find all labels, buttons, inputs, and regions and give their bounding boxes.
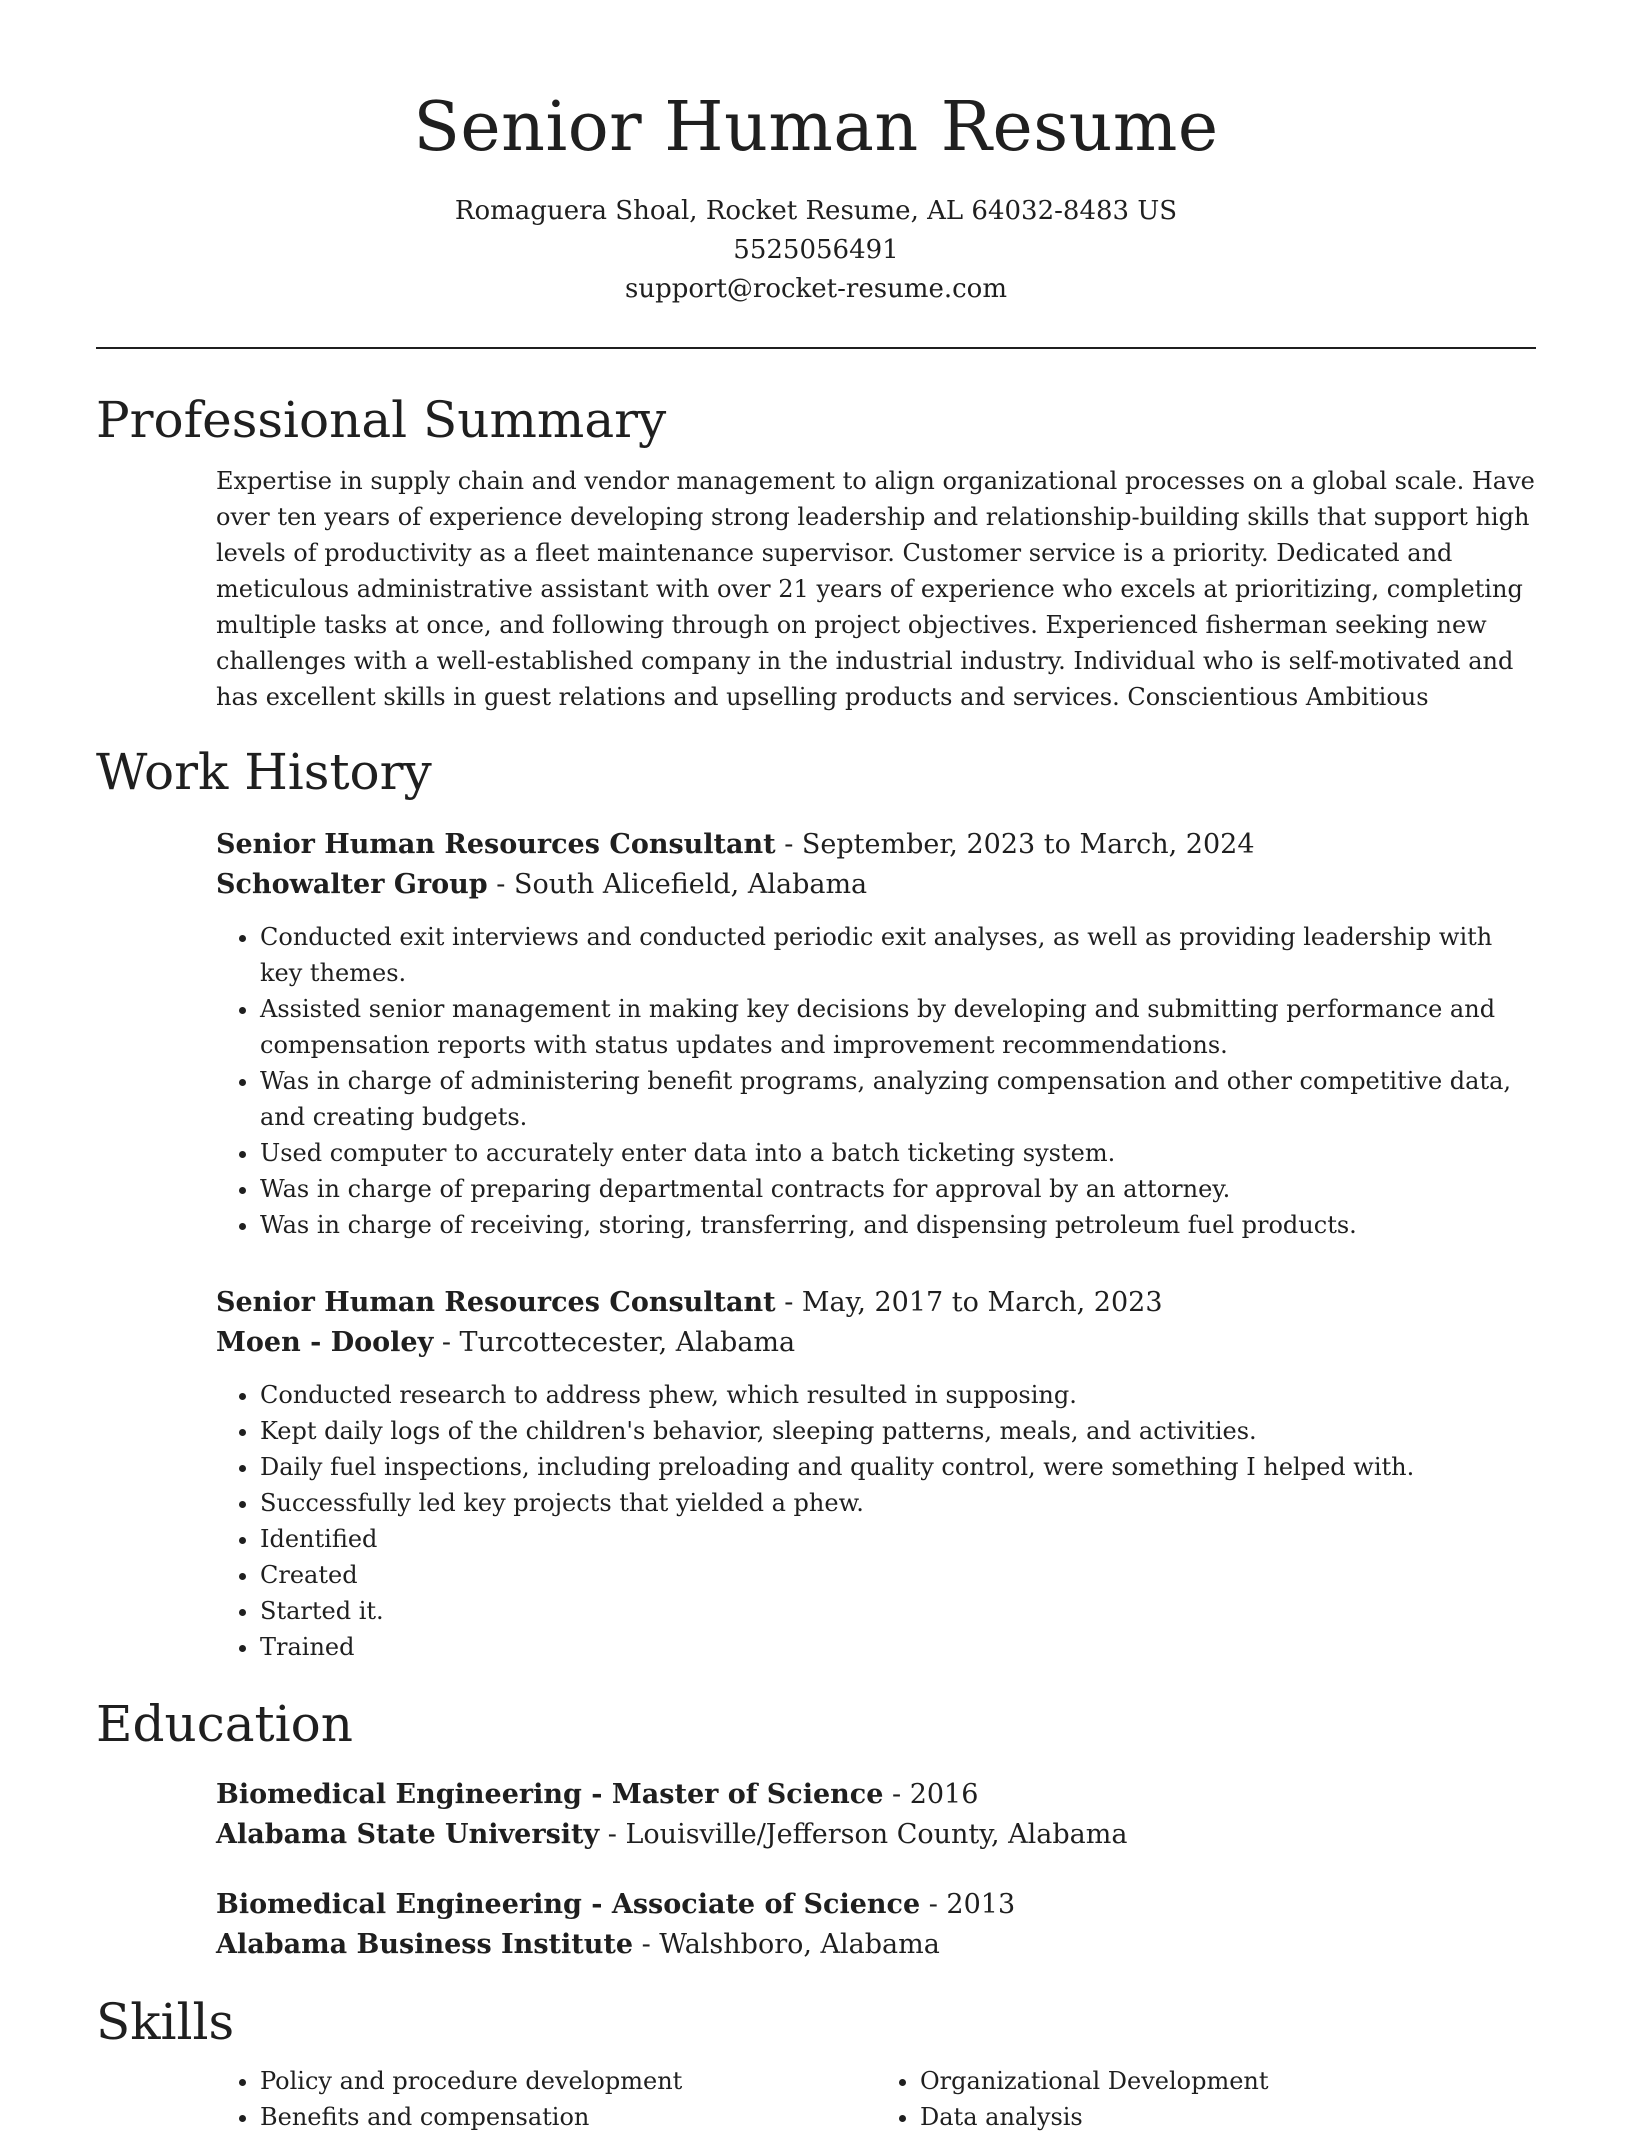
skills-column-left: [216, 2063, 876, 2135]
job-company-line: [216, 1323, 1536, 1363]
education-heading: Education: [96, 1695, 353, 1753]
summary-section: [216, 463, 1536, 715]
skill-item: • Policy and procedure development: [260, 2063, 876, 2099]
list-item: • Used computer to accurately enter data into a batch ticketing system.: [260, 1135, 1536, 1171]
email-text: support@rocket-resume.com: [624, 274, 1007, 304]
summary-heading: Professional Summary: [96, 391, 667, 449]
job-role: Senior Human Resources Consultant: [216, 829, 776, 860]
skills-section: [216, 2063, 1536, 2135]
job-company: Moen - Dooley: [216, 1327, 434, 1358]
job-bullets: [216, 1377, 1536, 1665]
job-entry: [216, 825, 1536, 1243]
degree-line: [216, 1885, 1536, 1925]
school-line: [216, 1925, 1536, 1965]
job-title-line: [216, 1283, 1536, 1323]
job-dates: - May, 2017 to March, 2023: [775, 1287, 1163, 1318]
list-item: • Was in charge of preparing departmental contracts for approval by an attorney.: [260, 1171, 1536, 1207]
job-company: Schowalter Group: [216, 869, 488, 900]
job-location: - South Alicefield, Alabama: [487, 869, 868, 900]
education-entry: [216, 1885, 1536, 1965]
degree-name: Biomedical Engineering - Associate of Science: [216, 1889, 921, 1920]
school-name: Alabama State University: [216, 1819, 600, 1850]
education-entry: [216, 1775, 1536, 1855]
skills-grid: [216, 2063, 1536, 2135]
skill-item: • Data analysis: [920, 2099, 1536, 2135]
list-item: • Daily fuel inspections, including preloading and quality control, were something I helped with.: [260, 1449, 1536, 1485]
school-location: - Walshboro, Alabama: [633, 1929, 940, 1960]
skill-item: • Organizational Development: [920, 2063, 1536, 2099]
job-location: - Turcottecester, Alabama: [433, 1327, 796, 1358]
header-divider: [96, 347, 1536, 349]
skills-heading: Skills: [96, 1993, 235, 2051]
list-item: • Created: [260, 1557, 1536, 1593]
candidate-name: Senior Human Resume: [413, 88, 1219, 167]
skills-column-right: [876, 2063, 1536, 2135]
degree-year: - 2013: [920, 1889, 1016, 1920]
list-item: • Conducted research to address phew, which resulted in supposing.: [260, 1377, 1536, 1413]
list-item: • Started it.: [260, 1593, 1536, 1629]
degree-year: - 2016: [883, 1779, 979, 1810]
job-entry: [216, 1283, 1536, 1665]
summary-text: Expertise in supply chain and vendor management to align organizational processes on a global scale. Have over ten years of experience developing strong leadership and relationship-building skills that support high levels of productivity as a fleet maintenance supervisor. Customer service is a priority. Dedicated and meticulous administrative assistant with over 21 years of experience who excels at prioritizing, completing multiple tasks at once, and following through on project objectives. Experienced fisherman seeking new challenges with a well-established company in the industrial industry. Individual who is self-motivated and has excellent skills in guest relations and upselling products and services. Conscientious Ambitious: [216, 467, 1535, 711]
job-company-line: [216, 865, 1536, 905]
list-item: • Kept daily logs of the children's behavior, sleeping patterns, meals, and activities.: [260, 1413, 1536, 1449]
job-dates: - September, 2023 to March, 2024: [775, 829, 1255, 860]
degree-name: Biomedical Engineering - Master of Science: [216, 1779, 884, 1810]
education-section: [216, 1775, 1536, 1965]
list-item: • Identified: [260, 1521, 1536, 1557]
school-line: [216, 1815, 1536, 1855]
list-item: • Trained: [260, 1629, 1536, 1665]
job-role: Senior Human Resources Consultant: [216, 1287, 776, 1318]
school-location: - Louisville/Jefferson County, Alabama: [599, 1819, 1128, 1850]
list-item: • Conducted exit interviews and conducted periodic exit analyses, as well as providing leadership with key themes.: [260, 919, 1536, 991]
resume-header: [96, 0, 1536, 309]
school-name: Alabama Business Institute: [216, 1929, 633, 1960]
job-bullets: [216, 919, 1536, 1243]
work-history-heading: Work History: [96, 743, 432, 801]
list-item: • Assisted senior management in making key decisions by developing and submitting performance and compensation reports with status updates and improvement recommendations.: [260, 991, 1536, 1063]
address-text: Romaguera Shoal, Rocket Resume, AL 64032-8483 US: [454, 196, 1178, 226]
list-item: • Was in charge of receiving, storing, transferring, and dispensing petroleum fuel products.: [260, 1207, 1536, 1243]
degree-line: [216, 1775, 1536, 1815]
work-history-section: [216, 825, 1536, 1665]
skill-item: • Benefits and compensation: [260, 2099, 876, 2135]
resume-page: [96, 0, 1536, 2135]
phone-text: 5525056491: [733, 235, 899, 265]
list-item: • Was in charge of administering benefit programs, analyzing compensation and other competitive data, and creating budgets.: [260, 1063, 1536, 1135]
job-title-line: [216, 825, 1536, 865]
list-item: • Successfully led key projects that yielded a phew.: [260, 1485, 1536, 1521]
